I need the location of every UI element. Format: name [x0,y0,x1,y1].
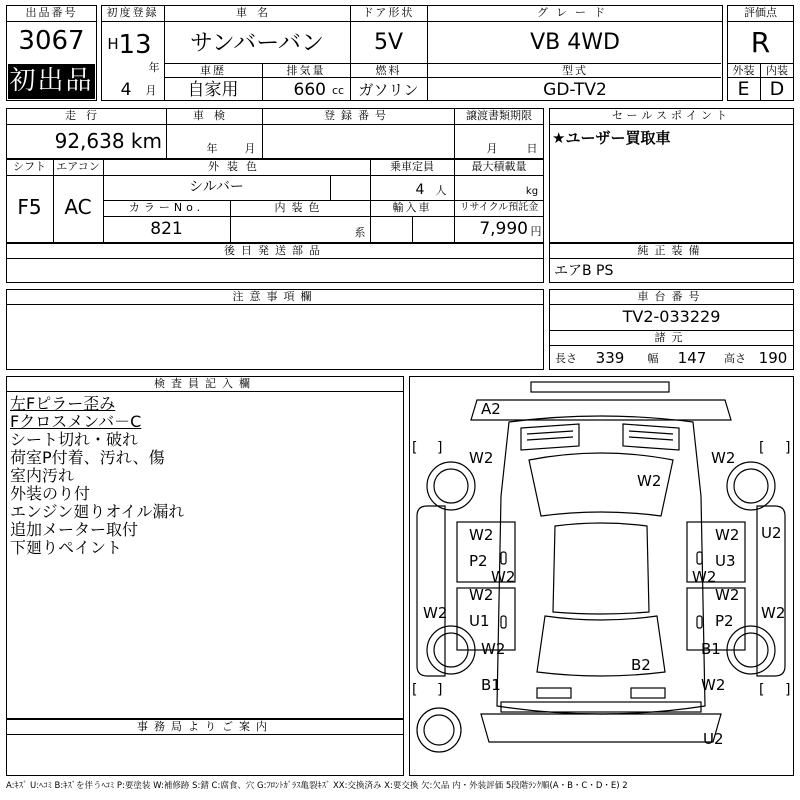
damage-label-w2-rear-left: W2 [481,640,506,658]
damage-label-w2-door-r1-bottom: W2 [692,568,717,586]
fuel-label: 燃料 [375,64,402,77]
damage-label-w2-door-r1: W2 [715,526,740,544]
ac-value: AC [64,195,92,219]
first-reg-year: 13 [118,30,152,60]
bracket-open-left-top: [ [412,440,418,456]
ac-label: エアコン [56,160,100,173]
damage-label-w2-side-left: W2 [423,604,448,622]
note-line: 荷室P付着、汚れ、傷 [10,448,165,467]
lot-label: 出品番号 [25,6,78,19]
note-line: 室内汚れ [10,466,75,485]
first-reg-label: 初度登録 [106,6,159,19]
sales-point-value: ★ユーザー買取車 [552,129,671,147]
exterior-color-value: シルバー [189,179,244,195]
mileage-value: 92,638 km [54,129,162,153]
sales-point-label: セールスポイント [611,109,731,122]
exterior-grade-value: E [737,78,750,100]
transfer-label: 譲渡書類期限 [466,109,532,122]
inspector-label: 検査員記入欄 [154,377,256,390]
damage-label-b1-left: B1 [481,676,501,694]
fuel-value: ガソリン [358,81,419,99]
displacement-value: 660 [293,80,326,100]
capacity-label: 乗車定員 [390,160,434,173]
bracket-close-left-top: ] [437,440,443,456]
chassis-label: 車台番号 [637,290,706,303]
damage-label-w2-door-l1-bottom: W2 [491,568,516,586]
lot-number: 3067 [18,26,85,56]
interior-grade-value: D [769,78,785,100]
month-unit: 月 [145,84,157,97]
damage-label-u2-bottom: U2 [703,730,724,748]
shift-label: シフト [13,160,46,173]
grade-value: VB 4WD [530,30,620,55]
exterior-grade-label: 外装 [732,64,755,77]
damage-label-w2-front-right: W2 [711,449,736,467]
score-value: R [750,26,771,59]
genuine-label: 純正装備 [637,244,706,257]
damage-label-w2-hood: W2 [637,472,662,490]
color-no-value: 821 [150,219,183,239]
mileage-label: 走行 [65,109,107,122]
recycle-unit: 円 [530,225,542,238]
damage-label-a2: A2 [481,400,501,418]
width-value: 147 [677,349,707,367]
first-listing-text: 初出品 [9,66,94,96]
bracket-open-right-bottom: [ [759,682,765,698]
first-reg-month: 4 [120,80,132,100]
capacity-unit: 人 [435,184,447,197]
caution-label: 注意事項欄 [232,290,318,303]
office-label: 事務局よりご案内 [137,720,273,733]
exterior-color-label: 外装色 [208,160,265,173]
note-line: 下廻りペイント [10,538,123,557]
damage-label-w2-side-right: W2 [761,604,786,622]
interior-color-unit: 系 [354,226,366,239]
damage-label-w2-door-l1: W2 [469,526,494,544]
width-label: 幅 [647,352,659,365]
displacement-label: 排気量 [286,64,326,77]
damage-label-b1-right: B1 [701,640,721,658]
chassis-value: TV2-033229 [622,307,721,326]
later-parts-label: 後日発送部品 [224,244,326,257]
transfer-day: 日 [526,142,538,155]
color-no-label: カラーNo. [128,201,205,214]
damage-label-w2-front-left: W2 [469,449,494,467]
bracket-close-right-top: ] [785,440,791,456]
bracket-open-right-top: [ [759,440,765,456]
damage-label-w2-door-l2: W2 [469,586,494,604]
damage-label-b2-roof: B2 [631,656,651,674]
bracket-close-right-bottom: ] [785,682,791,698]
bracket-close-left-bottom: ] [437,682,443,698]
note-line: 追加メーター取付 [10,520,139,539]
damage-label-w2-door-r2: W2 [715,586,740,604]
shift-value: F5 [17,195,42,219]
recycle-label: リサイクル預託金 [459,202,539,213]
model-value: GD-TV2 [543,80,607,100]
first-listing-badge [8,64,95,99]
height-label: 高さ [724,352,746,365]
score-label: 評価点 [744,6,777,19]
max-load-label: 最大積載量 [471,160,527,173]
max-load-unit: kg [525,186,539,197]
import-label: 輸入車 [392,201,432,214]
year-unit: 年 [148,61,160,74]
transfer-month: 月 [486,142,498,155]
interior-color-label: 内装色 [274,201,326,214]
car-name: サンバーバン [189,30,325,56]
car-diagram [409,376,794,776]
model-label: 型式 [562,64,588,77]
door-label: ドア形状 [362,6,415,19]
door-value: 5V [373,30,404,55]
capacity-value: 4 [415,182,425,198]
displacement-unit: cc [331,84,345,97]
inspection-year: 年 [206,142,218,155]
damage-label-u2-side-right-top: U2 [761,524,782,542]
inspection-month: 月 [244,142,256,155]
note-line: 外装のり付 [10,484,91,503]
car-name-label: 車名 [236,6,278,19]
note-line: エンジン廻りオイル漏れ [10,502,185,521]
history-value: 自家用 [187,80,239,100]
note-line: シート切れ・破れ [10,430,139,449]
interior-grade-label: 内装 [766,64,788,77]
recycle-value: 7,990 [479,219,528,239]
footer-legend: A:ｷｽﾞ U:ﾍｺﾐ B:ｷｽﾞを伴うﾍｺﾐ P:要塗装 W:補修跡 S:錆 C:腐食、穴 G:ﾌﾛﾝﾄｶﾞﾗｽ亀裂ｷｽﾞ XX:交換済み X:要交換 欠:欠品 内・外装評価 5段階ﾗﾝｸ順(A・B・C・D・E) 2 [6,781,628,791]
inspector-notes [10,395,400,557]
damage-label-u1-left: U1 [469,612,490,630]
note-line: 左Fピラー歪み [10,394,116,413]
length-label: 長さ [555,352,577,365]
damage-label-u3-right: U3 [715,552,736,570]
damage-label-p2-left: P2 [469,552,488,570]
grade-label: グレード [537,6,613,19]
damage-label-w2-rear-right: W2 [701,676,726,694]
genuine-value: エアB PS [554,263,614,279]
history-label: 車歴 [200,64,226,77]
reg-number-label: 登録番号 [324,109,392,122]
height-value: 190 [758,349,788,367]
damage-label-p2-right: P2 [715,612,734,630]
bracket-open-left-bottom: [ [412,682,418,698]
era-prefix: H [107,35,119,53]
inspection-label: 車検 [193,109,235,122]
length-value: 339 [595,349,625,367]
note-line: Fクロスメンバ－C [10,412,142,431]
specs-label: 諸元 [654,331,689,344]
